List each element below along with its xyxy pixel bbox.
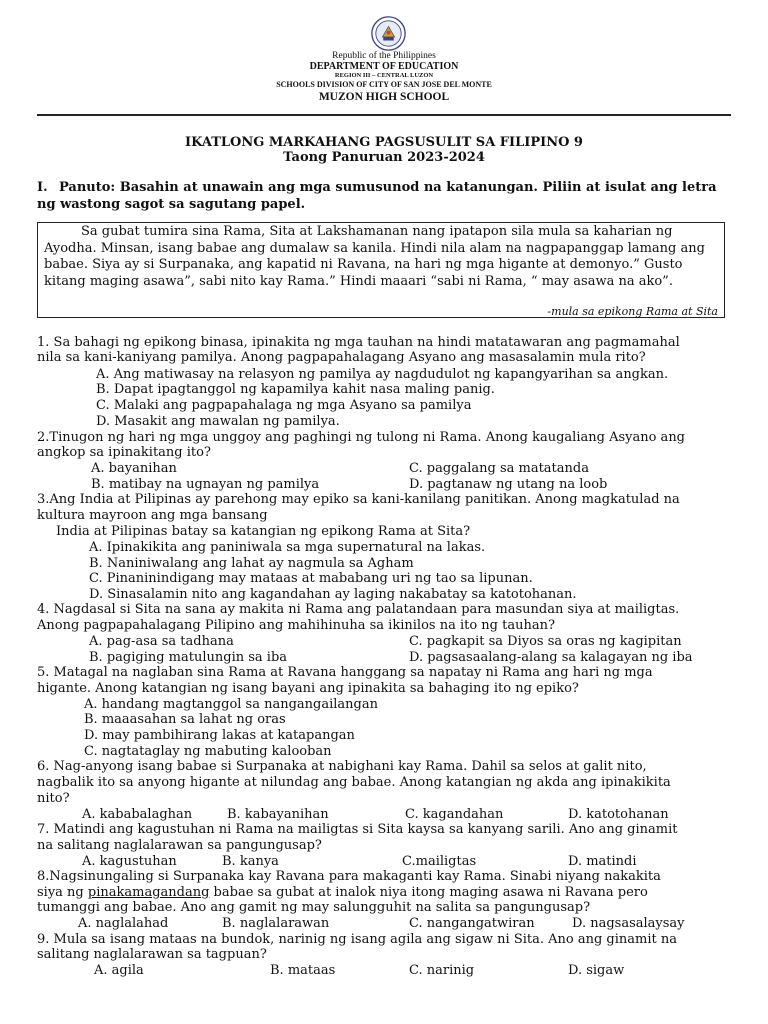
q3-stem-line-1: 3.Ang India at Pilipinas ay parehong may epiko sa kani-kanilang panitikan. Anong magkatulad na bbox=[37, 492, 680, 507]
q1-choice-b: B. Dapat ipagtanggol ng kapamilya kahit nasa maling panig. bbox=[96, 382, 495, 397]
q4-stem-line-1: 4. Nagdasal si Sita na sana ay makita ni Rama ang palatandaan para masundan siya at mailigtas. bbox=[37, 602, 680, 617]
q8-choice-a: A. naglalahad bbox=[78, 916, 169, 931]
q8-stem-line-2-end: babae sa gubat at inalok niya itong maging asawa ni Ravana pero bbox=[209, 885, 648, 900]
q4-choice-d: D. pagsasaalang-alang sa kalagayan ng iba bbox=[409, 650, 693, 665]
q2-stem-line-1: 2.Tinugon ng hari ng mga unggoy ang paghingi ng tulong ni Rama. Anong kaugaliang Asyano ang bbox=[37, 430, 686, 445]
school-year: Taong Panuruan 2023-2024 bbox=[283, 150, 485, 165]
q8-choice-c: C. nangangatwiran bbox=[409, 916, 535, 931]
header-department: DEPARTMENT OF EDUCATION bbox=[309, 61, 459, 72]
header-region: REGION III – CENTRAL LUZON bbox=[334, 72, 434, 79]
q9-choice-c: C. narinig bbox=[409, 963, 475, 978]
header-republic: Republic of the Philippines bbox=[332, 51, 436, 61]
header-division: SCHOOLS DIVISION OF CITY OF SAN JOSE DEL MONTE bbox=[276, 80, 492, 89]
q7-choice-a: A. kagustuhan bbox=[82, 854, 177, 869]
q1-choice-d: D. Masakit ang mawalan ng pamilya. bbox=[96, 414, 340, 429]
passage-text: Sa gubat tumira sina Rama, Sita at Lakshamanan nang ipatapon sila mula sa kaharian ng Ayodha. Minsan, isang babae ang dumalaw sa kanila. Hindi nila alam na nagpapanggap lamang ang babae. Siya ay si Surpanaka, ang kapatid ni Ravana, na hari ng mga higante at demonyo.” Gusto kitang maging asawa”, sabi nito kay Rama.” Hindi maaari “sabi ni Rama, “ may asawa na ako”. bbox=[44, 224, 705, 289]
q7-stem-line-1: 7. Matindi ang kagustuhan ni Rama na mailigtas si Sita kaysa sa kanyang sarili. Ano ang ginamit bbox=[37, 822, 678, 837]
q5-stem-line-2: higante. Anong katangian ng isang bayani ang ipinakita sa bahaging ito ng epiko? bbox=[37, 681, 579, 696]
q2-choice-a: A. bayanihan bbox=[91, 461, 177, 476]
q6-stem-line-3: nito? bbox=[37, 791, 70, 806]
q4-stem-line-2: Anong pagpapahalagang Pilipino ang mahihinuha sa ikinilos na ito ng tauhan? bbox=[37, 618, 555, 633]
instructions bbox=[37, 179, 731, 213]
header-school: MUZON HIGH SCHOOL bbox=[318, 91, 450, 103]
q3-choice-d: D. Sinasalamin nito ang kagandahan ay laging nakabatay sa katotohanan. bbox=[89, 587, 577, 602]
q7-choice-d: D. matindi bbox=[568, 854, 637, 869]
q9-choice-a: A. agila bbox=[94, 963, 144, 978]
instructions-line-1: Panuto: Basahin at unawain ang mga sumusunod na katanungan. Piliin at isulat ang letra bbox=[59, 180, 717, 195]
q6-stem-line-1: 6. Nag-anyong isang babae si Surpanaka at nabighani kay Rama. Dahil sa selos at galit nito, bbox=[37, 759, 647, 774]
q3-choice-b: B. Naniniwalang ang lahat ay nagmula sa Agham bbox=[89, 556, 414, 571]
q5-stem-line-1: 5. Matagal na naglaban sina Rama at Ravana hanggang sa napatay ni Rama ang hari ng mga bbox=[37, 665, 653, 680]
q7-stem-line-2: na salitang naglalarawan sa pangungusap? bbox=[37, 838, 322, 853]
q8-stem-line-1: 8.Nagsinungaling si Surpanaka kay Ravana para makaganti kay Rama. Sinabi niyang nakakita bbox=[37, 869, 661, 884]
q3-stem-line-3: India at Pilipinas batay sa katangian ng epikong Rama at Sita? bbox=[56, 524, 471, 539]
q2-choice-c: C. paggalang sa matatanda bbox=[409, 461, 589, 476]
q8-choice-d: D. nagsasalaysay bbox=[572, 916, 685, 931]
exam-title: IKATLONG MARKAHANG PAGSUSULIT SA FILIPINO 9 bbox=[185, 135, 583, 150]
q8-underlined-word: pinakamagandang bbox=[87, 885, 210, 900]
passage-source: -mula sa epikong Rama at Sita bbox=[547, 305, 718, 318]
q1-stem-line-1: 1. Sa bahagi ng epikong binasa, ipinakita ng mga tauhan na hindi matatawaran ang pagmamahal bbox=[37, 335, 680, 350]
q7-choice-b: B. kanya bbox=[222, 854, 279, 869]
q4-choice-a: A. pag-asa sa tadhana bbox=[89, 634, 234, 649]
deped-seal-icon bbox=[371, 16, 406, 51]
q2-choice-b: B. matibay na ugnayan ng pamilya bbox=[91, 477, 320, 492]
q8-stem-line-2-start: siya ng bbox=[37, 885, 88, 900]
q9-stem-line-2: salitang naglalarawan sa tagpuan? bbox=[37, 947, 267, 962]
q9-choice-d: D. sigaw bbox=[568, 963, 625, 978]
q4-choice-b: B. pagiging matulungin sa iba bbox=[89, 650, 288, 665]
q5-choice-b: B. maaasahan sa lahat ng oras bbox=[84, 712, 286, 727]
q4-choice-c: C. pagkapit sa Diyos sa oras ng kagipitan bbox=[409, 634, 682, 649]
q6-choice-c: C. kagandahan bbox=[405, 807, 504, 822]
header-divider bbox=[37, 114, 731, 116]
q7-choice-c: C.mailigtas bbox=[402, 854, 477, 869]
q5-choice-d: D. may pambihirang lakas at katapangan bbox=[84, 728, 355, 743]
reading-passage-box bbox=[37, 222, 725, 318]
q8-stem-line-3: tumanggi ang babae. Ano ang gamit ng may salungguhit na salita sa pangungusap? bbox=[37, 900, 591, 915]
q3-choice-a: A. Ipinakikita ang paniniwala sa mga supernatural na lakas. bbox=[89, 540, 486, 555]
q8-choice-b: B. naglalarawan bbox=[222, 916, 330, 931]
q9-stem-line-1: 9. Mula sa isang mataas na bundok, narinig ng isang agila ang sigaw ni Sita. Ano ang ginamit na bbox=[37, 932, 677, 947]
q6-choice-a: A. kababalaghan bbox=[82, 807, 193, 822]
q5-choice-c: C. nagtataglay ng mabuting kalooban bbox=[84, 744, 332, 759]
q3-stem-line-2: kultura mayroon ang mga bansang bbox=[37, 508, 268, 523]
q8-stem-line-2 bbox=[37, 885, 648, 900]
q1-choice-c: C. Malaki ang pagpapahalaga ng mga Asyano sa pamilya bbox=[96, 398, 472, 413]
q6-choice-d: D. katotohanan bbox=[568, 807, 669, 822]
q6-choice-b: B. kabayanihan bbox=[227, 807, 329, 822]
q1-stem-line-2: nila sa kani-kaniyang pamilya. Anong pagpapahalagang Asyano ang masasalamin mula rito? bbox=[37, 350, 646, 365]
q6-stem-line-2: nagbalik ito sa anyong higante at nilundag ang babae. Anong katangian ng akda ang ipinakikita bbox=[37, 775, 671, 790]
q5-choice-a: A. handang magtanggol sa nangangailangan bbox=[84, 697, 379, 712]
instructions-line-2: ng wastong sagot sa sagutang papel. bbox=[37, 197, 306, 212]
q2-stem-line-2: angkop sa ipinakitang ito? bbox=[37, 445, 211, 460]
q9-choice-b: B. mataas bbox=[270, 963, 336, 978]
instructions-number: I. bbox=[37, 180, 48, 195]
q2-choice-d: D. pagtanaw ng utang na loob bbox=[409, 477, 608, 492]
q3-choice-c: C. Pinaninindigang may mataas at mababang uri ng tao sa lipunan. bbox=[89, 571, 533, 586]
q1-choice-a: A. Ang matiwasay na relasyon ng pamilya ay nagdudulot ng kapangyarihan sa angkan. bbox=[96, 367, 669, 382]
